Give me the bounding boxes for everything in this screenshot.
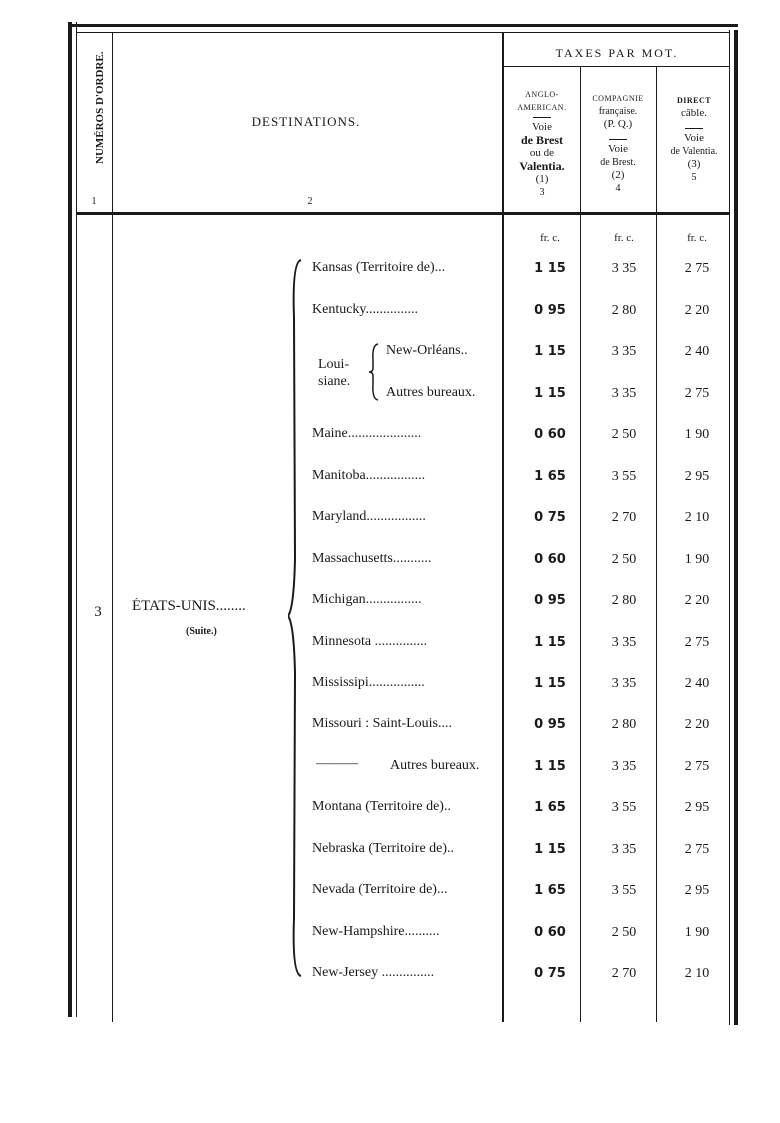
col-compagnie-line1: COMPAGNIE [592, 94, 644, 103]
row-rate-compagnie: 3 55 [611, 800, 637, 815]
col-compagnie-dash [609, 139, 627, 140]
row-destination: Michigan................ [312, 592, 422, 607]
col-direct-note: (3) [687, 158, 701, 170]
row-rate-anglo: 1 65 [534, 883, 566, 898]
col-compagnie-line3: (P. Q.) [603, 118, 633, 130]
row-destination: New-Jersey ............... [312, 965, 435, 980]
row-destination: Manitoba................. [312, 468, 426, 483]
row-rate-direct: 2 20 [684, 717, 710, 732]
row-rate-anglo: 1 65 [534, 469, 566, 484]
taxes-rule [504, 66, 730, 67]
row-rate-direct: 2 75 [684, 386, 710, 401]
row-destination: Autres bureaux. [390, 758, 480, 773]
col-sep-compagnie [656, 66, 657, 1022]
row-rate-compagnie: 3 35 [611, 635, 637, 650]
col-sep-dest [502, 32, 504, 1022]
row-rate-anglo: 0 95 [534, 717, 566, 732]
row-destination: Montana (Territoire de).. [312, 799, 451, 814]
row-rate-direct: 2 10 [684, 510, 710, 525]
row-rate-direct: 1 90 [684, 925, 710, 940]
row-destination: New-Orléans.. [386, 343, 468, 358]
row-destination: Kansas (Territoire de)... [312, 260, 446, 275]
row-rate-compagnie: 2 50 [611, 427, 637, 442]
row-rate-direct: 2 40 [684, 676, 710, 691]
col-compagnie-via: de Brest. [600, 157, 636, 168]
frame-top-inner [76, 32, 730, 33]
row-rate-direct: 1 90 [684, 552, 710, 567]
row-rate-direct: 2 20 [684, 303, 710, 318]
row-rate-direct: 2 95 [684, 800, 710, 815]
row-rate-compagnie: 2 70 [611, 966, 637, 981]
header-bottom-rule [76, 212, 730, 215]
row-rate-anglo: 0 95 [534, 303, 566, 318]
row-rate-compagnie: 3 35 [611, 842, 637, 857]
row-rate-anglo: 0 75 [534, 966, 566, 981]
col-direct-via: de Valentia. [670, 146, 718, 157]
row-rate-anglo: 1 15 [534, 635, 566, 650]
group-brace [288, 258, 304, 978]
row-rate-direct: 2 95 [684, 883, 710, 898]
row-rate-compagnie: 2 70 [611, 510, 637, 525]
col-compagnie-line2: française. [598, 106, 638, 117]
row-destination: Minnesota ............... [312, 634, 428, 649]
col-anglo-line2: AMERICAN. [517, 103, 567, 112]
col-direct-line1: DIRECT [676, 96, 712, 105]
col-direct-dash [685, 128, 703, 129]
unit-compagnie: fr. c. [614, 232, 634, 244]
col-anglo-header [506, 88, 578, 199]
row-rate-compagnie: 2 50 [611, 925, 637, 940]
row-rate-compagnie: 3 35 [611, 759, 637, 774]
col-direct-header [658, 94, 730, 184]
row-rate-anglo: 1 15 [534, 676, 566, 691]
col-compagnie-num: 4 [615, 183, 621, 194]
group-suite: (Suite.) [186, 626, 217, 637]
col-sep-order [112, 32, 113, 1022]
row-destination: Maryland................. [312, 509, 426, 524]
col-anglo-or: ou de [529, 147, 555, 159]
col-anglo-num: 3 [539, 187, 545, 198]
row-rate-anglo: 0 60 [534, 427, 566, 442]
row-destination: Maine..................... [312, 426, 422, 441]
row-rate-anglo: 0 60 [534, 925, 566, 940]
row-rate-direct: 2 75 [684, 635, 710, 650]
col-anglo-note: (1) [535, 173, 549, 185]
row-destination: Massachusetts........... [312, 551, 432, 566]
row-rate-direct: 2 40 [684, 344, 710, 359]
row-rate-direct: 2 75 [684, 261, 710, 276]
col-order-num: 1 [91, 196, 97, 207]
col-anglo-via1: de Brest [520, 133, 564, 147]
row-destination: New-Hampshire.......... [312, 924, 440, 939]
row-destination: Autres bureaux. [386, 385, 476, 400]
taxes-label: TAXES PAR MOT. [555, 46, 679, 60]
group-number: 3 [94, 604, 102, 620]
missouri-dash: ——— [316, 756, 358, 771]
col-sep-anglo [580, 66, 581, 1022]
row-rate-anglo: 1 15 [534, 842, 566, 857]
louisiane-label [318, 356, 350, 390]
row-destination: Nevada (Territoire de)... [312, 882, 448, 897]
frame-right-outer [734, 30, 738, 1025]
row-rate-compagnie: 3 35 [611, 261, 637, 276]
row-rate-anglo: 0 75 [534, 510, 566, 525]
row-rate-compagnie: 3 35 [611, 386, 637, 401]
louisiane-label-text: Loui- siane. [318, 357, 351, 389]
col-compagnie-note: (2) [611, 169, 625, 181]
col-anglo-voie: Voie [532, 121, 552, 133]
row-rate-direct: 2 75 [684, 842, 710, 857]
row-rate-compagnie: 3 55 [611, 469, 637, 484]
row-rate-direct: 2 75 [684, 759, 710, 774]
row-rate-anglo: 1 15 [534, 344, 566, 359]
frame-top-outer [68, 24, 738, 27]
row-destination: Mississipi................ [312, 675, 425, 690]
row-destination: Kentucky............... [312, 302, 419, 317]
row-rate-direct: 2 95 [684, 469, 710, 484]
row-rate-direct: 1 90 [684, 427, 710, 442]
col-compagnie-voie: Voie [608, 143, 628, 155]
col-dest-num: 2 [307, 196, 313, 207]
unit-anglo: fr. c. [540, 232, 560, 244]
col-direct-voie: Voie [684, 132, 704, 144]
row-rate-compagnie: 3 35 [611, 676, 637, 691]
row-destination: Nebraska (Territoire de).. [312, 841, 455, 856]
col-anglo-line1: ANGLO- [525, 90, 559, 99]
row-rate-anglo: 1 15 [534, 261, 566, 276]
row-rate-compagnie: 3 55 [611, 883, 637, 898]
row-rate-compagnie: 2 80 [611, 303, 637, 318]
row-rate-compagnie: 3 35 [611, 344, 637, 359]
frame-left-outer [68, 22, 72, 1017]
louisiane-brace [368, 342, 380, 402]
col-dest-label: DESTINATIONS. [251, 114, 361, 129]
row-rate-compagnie: 2 80 [611, 717, 637, 732]
unit-direct: fr. c. [687, 232, 707, 244]
row-rate-anglo: 1 15 [534, 759, 566, 774]
col-anglo-via2: Valentia. [519, 159, 565, 173]
col-order-label: NUMÉROS D'ORDRE. [94, 51, 106, 164]
row-rate-anglo: 1 65 [534, 800, 566, 815]
row-rate-anglo: 1 15 [534, 386, 566, 401]
col-anglo-dash [533, 117, 551, 118]
col-direct-num: 5 [691, 172, 697, 183]
row-rate-compagnie: 2 50 [611, 552, 637, 567]
frame-left-inner [76, 22, 77, 1017]
row-rate-direct: 2 20 [684, 593, 710, 608]
row-rate-direct: 2 10 [684, 966, 710, 981]
row-destination: Missouri : Saint-Louis.... [312, 716, 453, 731]
group-country: ÉTATS-UNIS........ [132, 598, 246, 614]
col-compagnie-header [582, 92, 654, 195]
col-direct-line2: câble. [681, 107, 707, 119]
row-rate-compagnie: 2 80 [611, 593, 637, 608]
row-rate-anglo: 0 95 [534, 593, 566, 608]
row-rate-anglo: 0 60 [534, 552, 566, 567]
